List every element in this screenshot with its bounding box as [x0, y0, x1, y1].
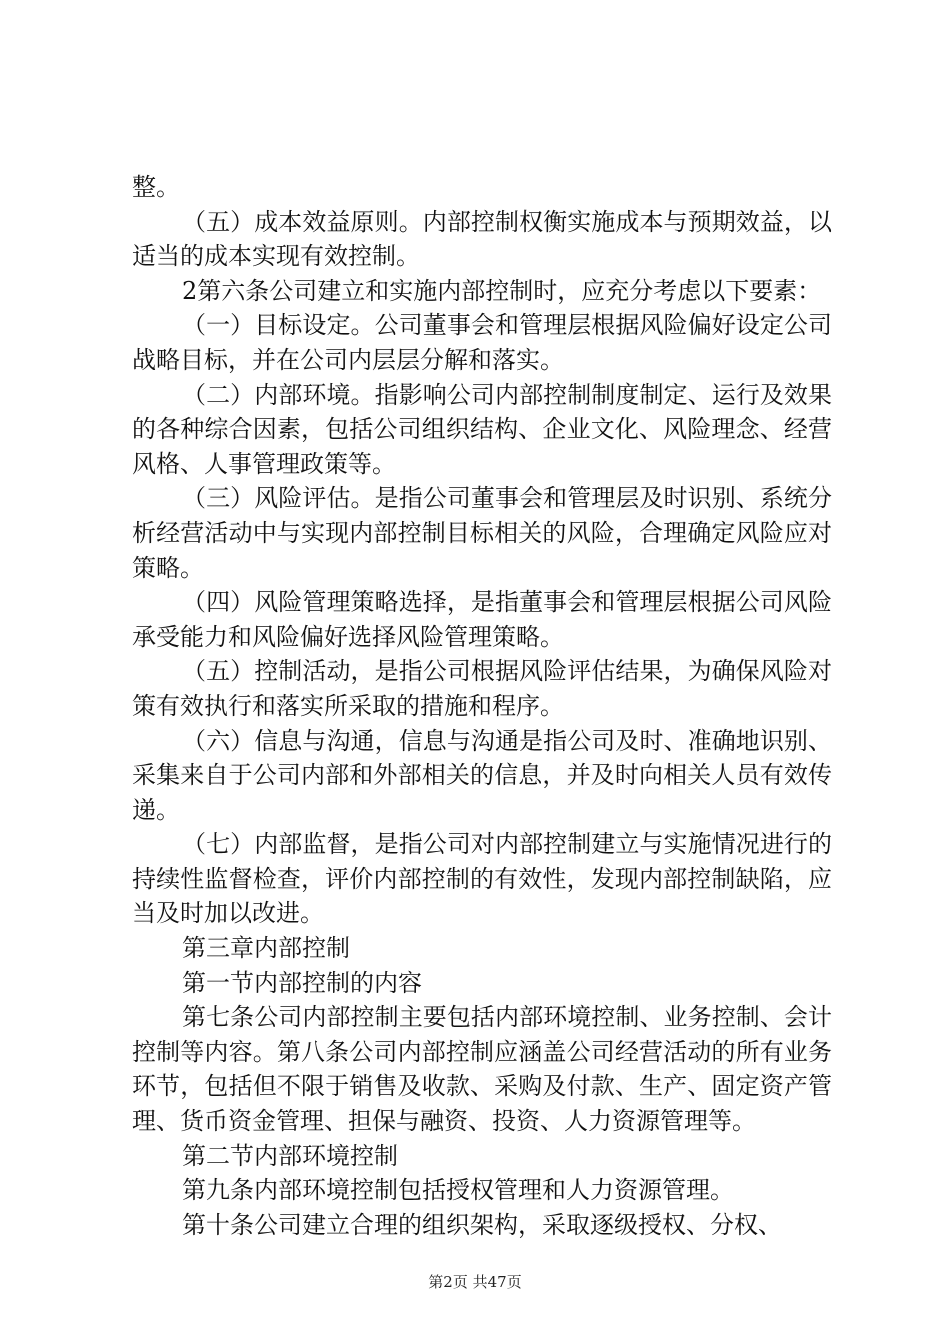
document-body — [132, 170, 832, 1242]
paragraph-10: （七）内部监督，是指公司对内部控制建立与实施情况进行的持续性监督检查，评价内部控制的有效性，发现内部控制缺陷，应当及时加以改进。 — [132, 830, 832, 928]
paragraph-13: 第七条公司内部控制主要包括内部环境控制、业务控制、会计控制等内容。第八条公司内部控制应涵盖公司经营活动的所有业务环节，包括但不限于销售及收款、采购及付款、生产、固定资产管理、货币资金管理、担保与融资、投资、人力资源管理等。 — [132, 1003, 832, 1136]
paragraph-6: （三）风险评估。是指公司董事会和管理层及时识别、系统分析经营活动中与实现内部控制目标相关的风险，合理确定风险应对策略。 — [132, 484, 832, 582]
paragraph-1: 整。 — [132, 173, 180, 201]
page-footer: 第2页 共47页 — [428, 1273, 522, 1291]
paragraph-8: （五）控制活动，是指公司根据风险评估结果，为确保风险对策有效执行和落实所采取的措施和程序。 — [132, 657, 832, 720]
paragraph-3: 2第六条公司建立和实施内部控制时，应充分考虑以下要素： — [182, 276, 822, 305]
chapter-heading: 第三章内部控制 — [182, 934, 350, 963]
section-heading-2: 第二节内部环境控制 — [182, 1141, 398, 1170]
paragraph-7: （四）风险管理策略选择，是指董事会和管理层根据公司风险承受能力和风险偏好选择风险管理策略。 — [132, 588, 832, 651]
paragraph-2: （五）成本效益原则。内部控制权衡实施成本与预期效益，以适当的成本实现有效控制。 — [132, 207, 832, 271]
paragraph-9: （六）信息与沟通，信息与沟通是指公司及时、准确地识别、采集来自于公司内部和外部相关的信息，并及时向相关人员有效传递。 — [132, 726, 832, 824]
paragraph-4: （一）目标设定。公司董事会和管理层根据风险偏好设定公司战略目标，并在公司内层层分解和落实。 — [132, 311, 832, 374]
paragraph-15: 第九条内部环境控制包括授权管理和人力资源管理。 — [182, 1176, 734, 1205]
paragraph-5: （二）内部环境。指影响公司内部控制制度制定、运行及效果的各种综合因素，包括公司组织结构、企业文化、风险理念、经营风格、人事管理政策等。 — [132, 380, 832, 478]
paragraph-16: 第十条公司建立合理的组织架构，采取逐级授权、分权、 — [182, 1210, 782, 1239]
section-heading-1: 第一节内部控制的内容 — [182, 968, 422, 997]
